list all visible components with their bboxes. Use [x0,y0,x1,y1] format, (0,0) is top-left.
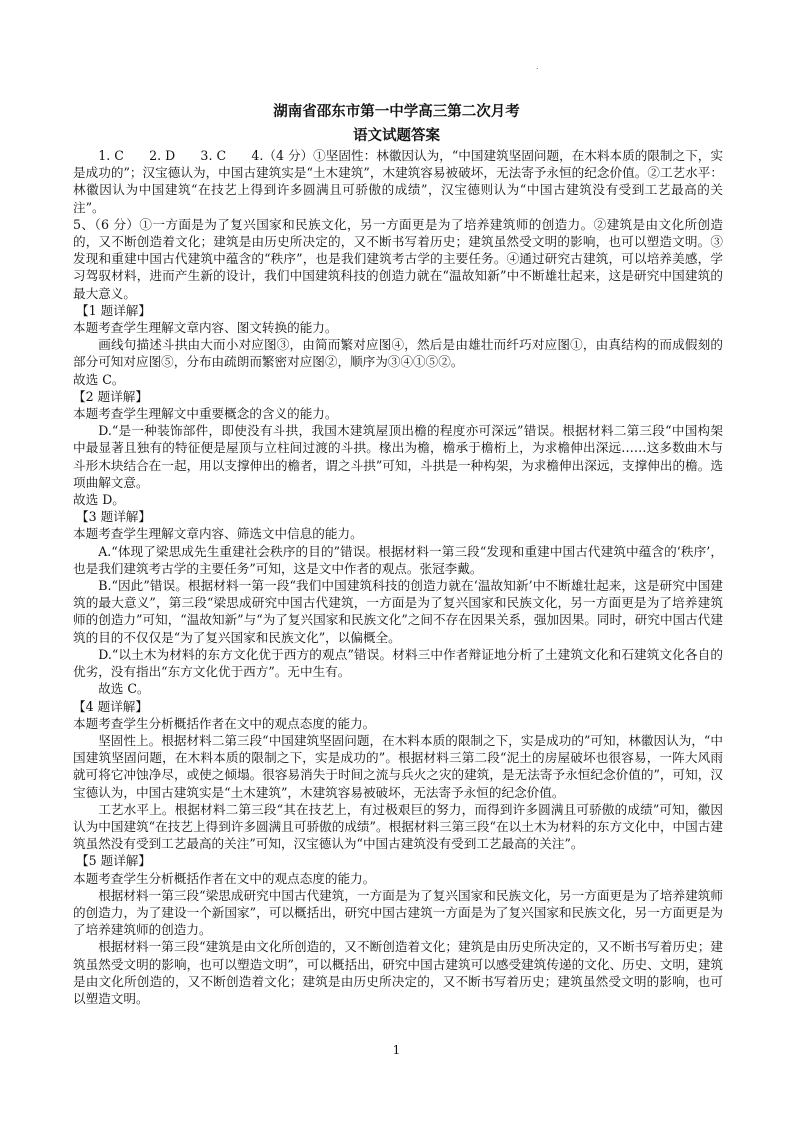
header-dot: . [536,62,539,71]
q4-intro: 本题考查学生分析概括作者在文中的观点态度的能力。 [73,715,376,731]
q1-paragraph: 画线句描述斗拱由大而小对应图③，由简而繁对应图④，然后是由雄壮而纤巧对应图①，由真结构的而成假刻的部分可知对应图⑤，分布由疏朗而繁密对应图②，顺序为③④①⑤②。 [73,337,723,370]
q2-heading: 【2 题详解】 [73,388,148,404]
document-subtitle: 语文试题答案 [353,127,440,144]
q5-paragraph-1: 根据材料一第三段“梁思成研究中国古代建筑，一方面是为了复兴国家和民族文化，另一方面更是为了培养建筑师的创造力，为了建设一个新国家”，可以概括出，研究中国古建筑一方面是为了复兴国家和民族文化，另一方面更是为了培养建筑师的创造力。 [73,887,723,938]
q1-conclusion: 故选 C。 [73,371,125,387]
q4-paragraph-craft: 工艺水平上。根据材料二第三段“其在技艺上，有过极艰巨的努力，而得到许多圆满且可骄傲的成绩”可知，徽因认为中国建筑“在技艺上得到许多圆满且可骄傲的成绩”。根据材料三第三段“在以土木为材料的东方文化中，中国古建筑虽然没有受到工艺最高的关注”可知，汉宝德认为“中国古建筑没有受到工艺最高的关注”。 [73,801,723,852]
q5-paragraph-2: 根据材料一第三段“建筑是由文化所创造的，又不断创造着文化；建筑是由历史所决定的，又不断书写着历史；建筑虽然受文明的影响，也可以塑造文明”，可以概括出，研究中国古建筑可以感受建筑传递的文化、历史、文明，建筑是由文化所创造的，又不断创造着文化；建筑是由历史所决定的，又不断书写着历史；建筑虽然受文明的影响，也可以塑造文明。 [73,939,723,1006]
answer-5: 5、（6 分）①一方面是为了复兴国家和民族文化，另一方面更是为了培养建筑师的创造力。②建筑是由文化所创造的，又不断创造着文化；建筑是由历史所决定的，又不断书写着历史；建筑虽然受文明的影响，也可以塑造文明。③发现和重建中国古代建筑中蕴含的“秩序”，也是我们建筑考古学的主要任务。④通过研究古建筑，可以培养美感，学习驾驭材料，进而产生新的设计，我们中国建筑科技的创造力就在“温故知新”中不断雄壮起来，这是研究中国建筑的最大意义。 [73,216,723,301]
q1-heading: 【1 题详解】 [76,302,151,318]
answers-1-4: 1. C 2. D 3. C 4.（4 分）①坚固性：林徽因认为，“中国建筑坚固问题，在木料本质的限制之下，实是成功的”；汉宝德认为，中国古建筑实是“土木建筑”，木建筑容易被破坏，无法寄予永恒的纪念价值。②工艺水平：林徽因认为中国建筑“在技艺上得到许多圆满且可骄傲的成绩”，汉宝德则认为“中国古建筑没有受到工艺最高的关注”。 [73,148,723,215]
q3-conclusion: 故选 C。 [98,681,150,697]
answer-body [73,147,723,1007]
q2-conclusion: 故选 D。 [73,492,125,508]
q5-intro: 本题考查学生分析概括作者在文中的观点态度的能力。 [73,870,376,886]
q2-paragraph: D.“是一种装饰部件，即使没有斗拱，我国木建筑屋顶出檐的程度亦可深远”错误。根据材料二第三段“中国构架中最显著且独有的特征便是屋顶与立柱间过渡的斗拱。椽出为檐，檐承于檐桁上，为求檐伸出深远……这多数曲木与斗形木块结合在一起，用以支撑伸出的檐者，谓之斗拱”可知，斗拱是一种构架，为求檐伸出深远，支撑伸出的檐。选项曲解文意。 [73,423,723,490]
q3-heading: 【3 题详解】 [76,509,151,525]
page-number: 1 [392,1043,401,1057]
q3-option-b: B.“因此”错误。根据材料一第一段“我们中国建筑科技的创造力就在‘温故知新’中不断雄壮起来，这是研究中国建筑的最大意义”，第三段“梁思成研究中国古代建筑，一方面是为了复兴国家和民族文化，另一方面更是为了培养建筑师的创造力”可知，“温故知新”与“为了复兴国家和民族文化”之间不存在因果关系，强加因果。同时，研究中国古代建筑的目的不仅仅是“为了复兴国家和民族文化”，以偏概全。 [73,578,723,645]
q4-paragraph-durability: 坚固性上。根据材料二第三段“中国建筑坚固问题，在木料本质的限制之下，实是成功的”可知，林徽因认为，“中国建筑坚固问题，在木料本质的限制之下，实是成功的”。根据材料三第二段“泥土的房屋破坏也很容易，一阵大风雨就可将它冲蚀净尽，或使之倾塌。很容易消失于时间之流与兵火之灾的建筑，是无法寄予永恒纪念价值的”，可知，汉宝德认为，中国古建筑实是“土木建筑”，木建筑容易被破坏，无法寄予永恒的纪念价值。 [73,732,723,800]
q3-option-a: A.“体现了梁思成先生重建社会秩序的目的”错误。根据材料一第三段“发现和重建中国古代建筑中蕴含的‘秩序’，也是我们建筑考古学的主要任务”可知，这是文中作者的观点。张冠李戴。 [73,543,723,576]
q3-intro: 本题考查学生理解文章内容、筛选文中信息的能力。 [73,526,363,542]
q2-intro: 本题考查学生理解文中重要概念的含义的能力。 [73,406,338,422]
q3-option-d: D.“以土木为材料的东方文化优于西方的观点”错误。材料三中作者辩证地分析了土建筑文化和石建筑文化各自的优劣，没有指出“东方文化优于西方”。无中生有。 [73,646,723,680]
q5-heading: 【5 题详解】 [76,853,151,869]
q1-intro: 本题考查学生理解文章内容、图文转换的能力。 [73,320,338,336]
q4-heading: 【4 题详解】 [73,698,148,714]
document-title: 湖南省邵东市第一中学高三第二次月考 [273,103,520,120]
